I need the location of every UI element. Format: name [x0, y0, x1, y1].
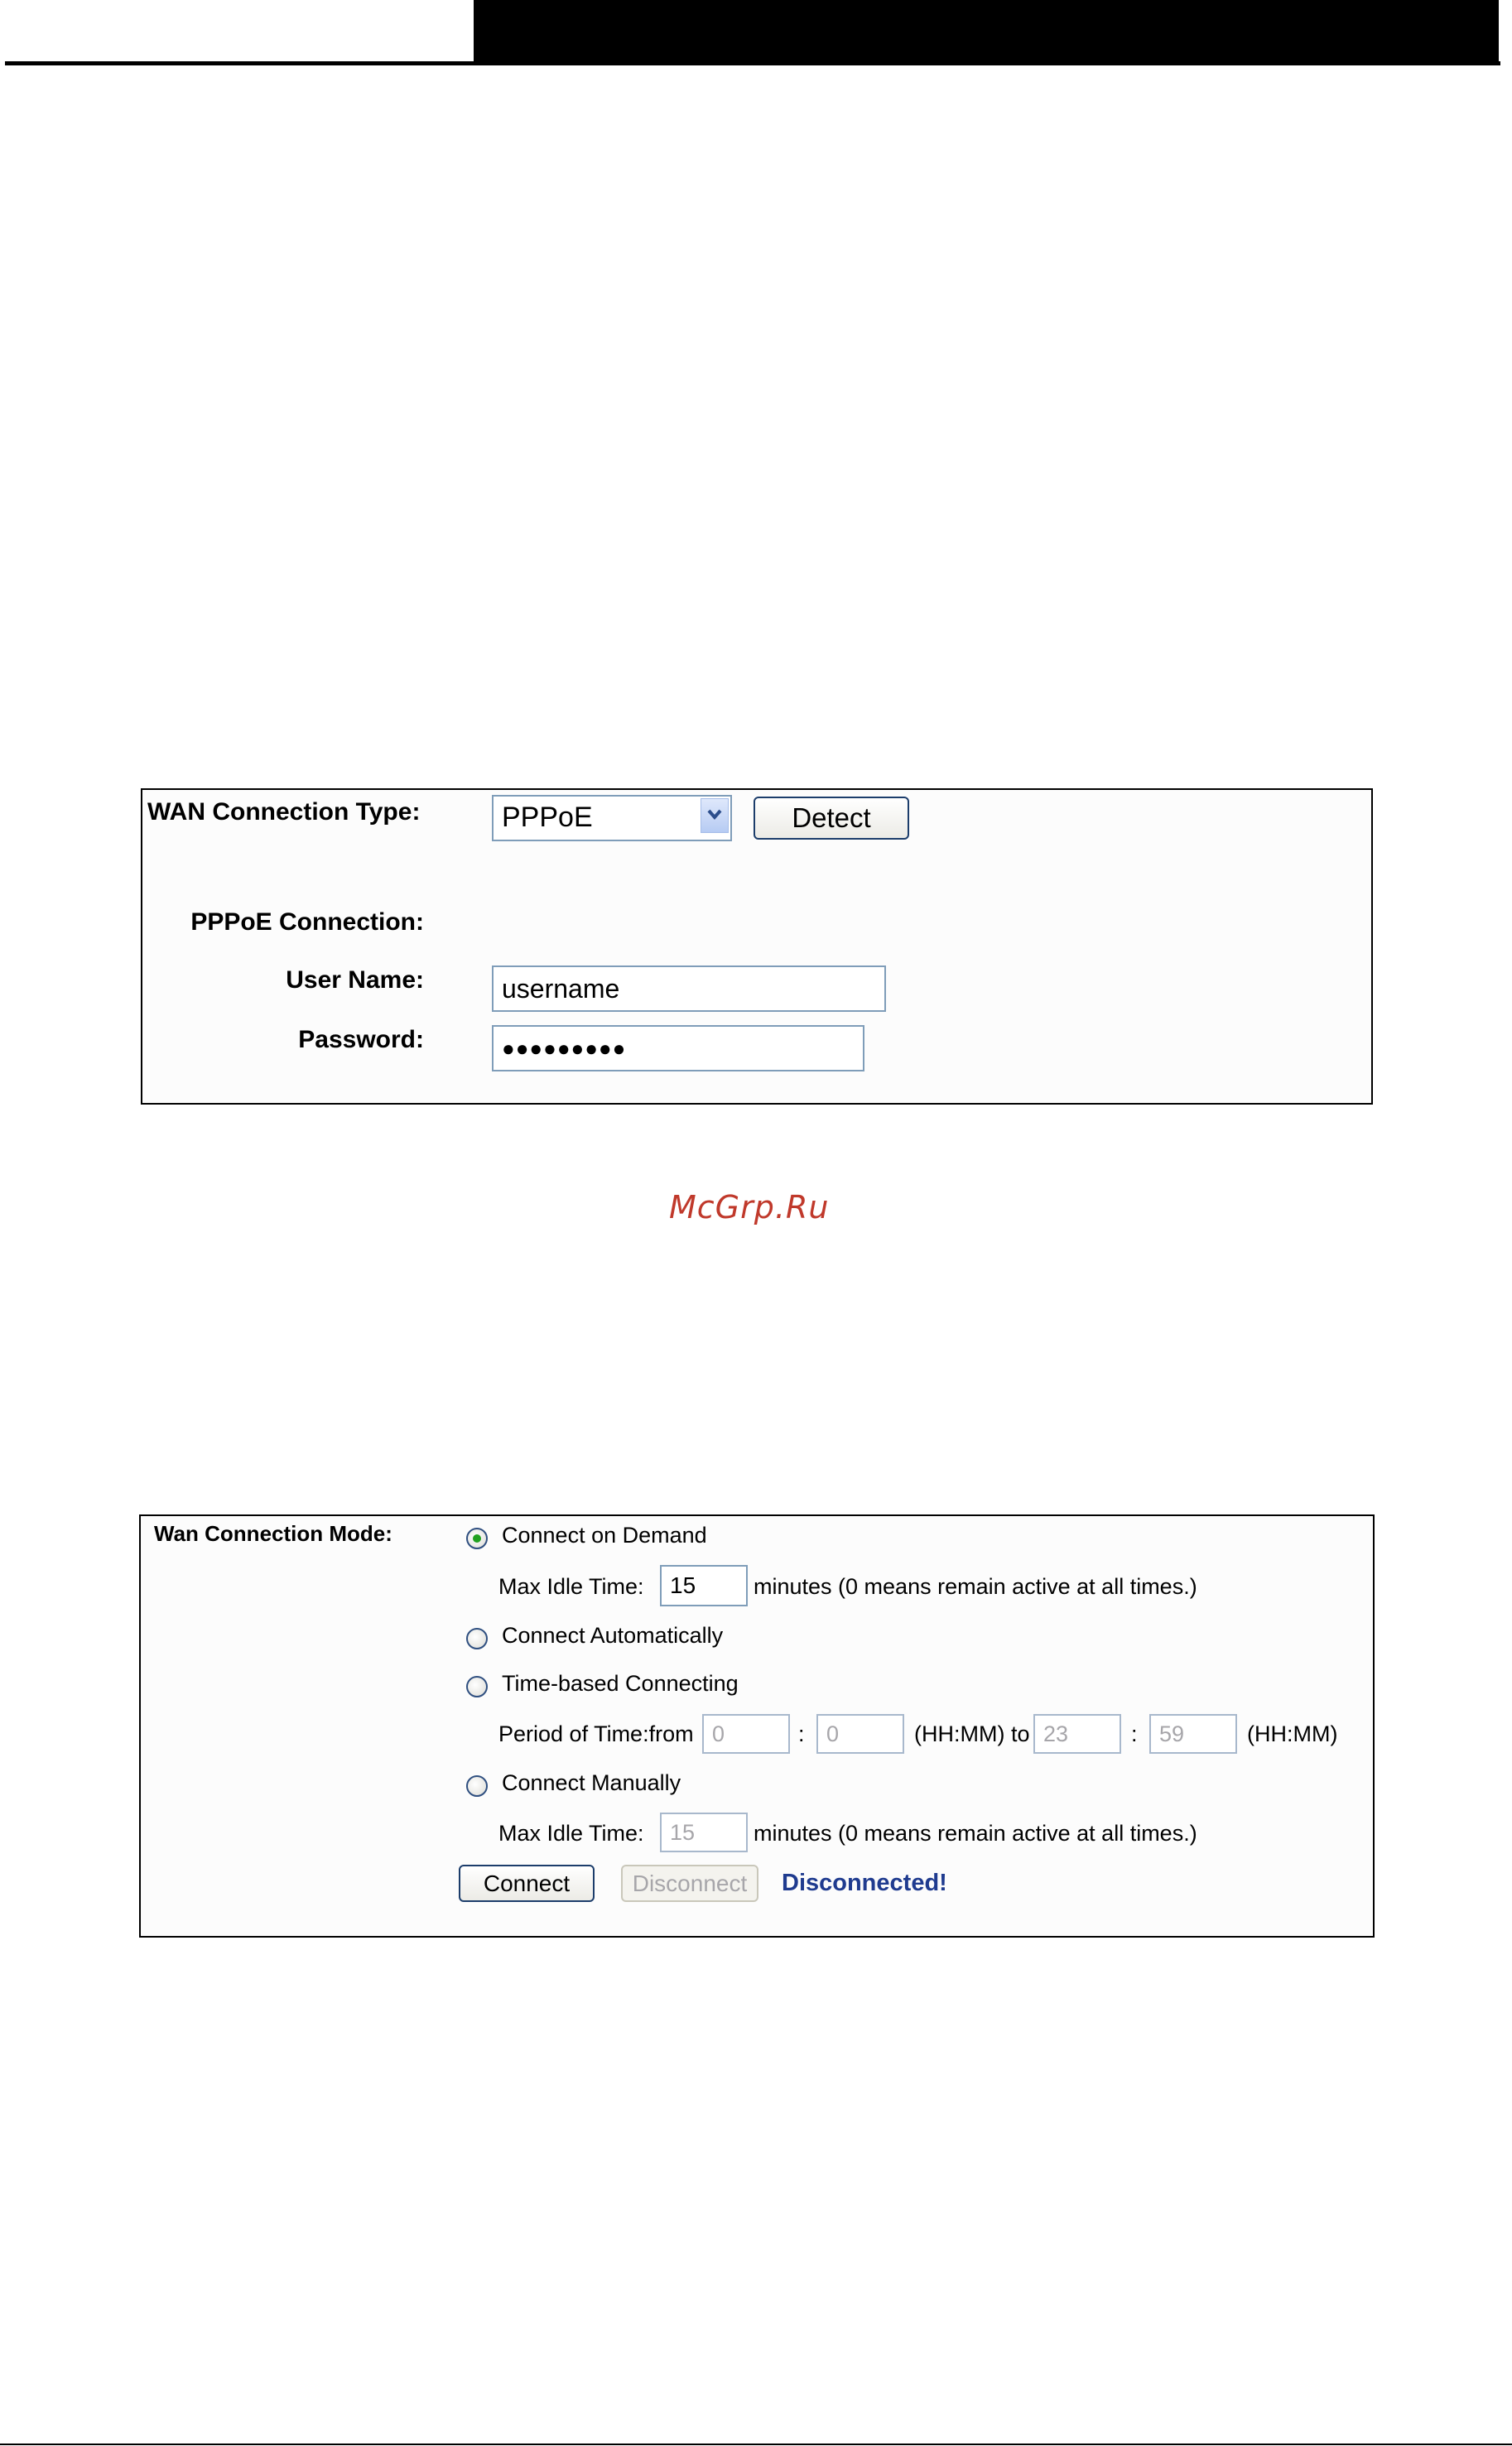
to-hour-input[interactable]: 23: [1033, 1714, 1121, 1754]
connect-manually-radio[interactable]: [466, 1775, 488, 1797]
manual-max-idle-time-note: minutes (0 means remain active at all times.): [754, 1821, 1197, 1846]
user-name-label: User Name:: [286, 966, 424, 994]
hhmm-label: (HH:MM): [1247, 1721, 1338, 1746]
from-minute-input[interactable]: 0: [816, 1714, 904, 1754]
from-time-separator: :: [798, 1721, 805, 1746]
watermark-text: McGrp.Ru: [669, 1189, 830, 1225]
connect-automatically-label: Connect Automatically: [502, 1623, 724, 1648]
user-name-input[interactable]: username: [492, 965, 886, 1012]
password-input[interactable]: ●●●●●●●●●: [492, 1025, 864, 1071]
connection-status-text: Disconnected!: [782, 1870, 947, 1896]
to-minute-input[interactable]: 59: [1149, 1714, 1237, 1754]
password-label: Password:: [298, 1026, 424, 1053]
wan-connection-type-select[interactable]: [492, 795, 732, 841]
time-based-connecting-radio[interactable]: [466, 1676, 488, 1697]
wan-connection-type-value: PPPoE: [502, 802, 593, 833]
to-time-separator: :: [1131, 1721, 1138, 1746]
page-footer-rule: [0, 2444, 1512, 2445]
disconnect-button[interactable]: Disconnect: [621, 1865, 758, 1902]
connect-on-demand-label: Connect on Demand: [502, 1523, 707, 1548]
wan-connection-type-label: WAN Connection Type:: [147, 798, 421, 826]
from-hour-input[interactable]: 0: [702, 1714, 790, 1754]
time-based-connecting-label: Time-based Connecting: [502, 1671, 739, 1696]
wan-connection-mode-panel: [139, 1514, 1375, 1938]
page-header-bar: [474, 0, 1499, 61]
max-idle-time-label: Max Idle Time:: [498, 1574, 644, 1599]
connect-button[interactable]: Connect: [459, 1865, 595, 1902]
connect-manually-label: Connect Manually: [502, 1770, 681, 1795]
manual-max-idle-time-input[interactable]: 15: [660, 1813, 748, 1852]
wan-connection-type-panel: [141, 788, 1373, 1105]
max-idle-time-note: minutes (0 means remain active at all times.): [754, 1574, 1197, 1599]
connect-on-demand-radio[interactable]: [466, 1528, 488, 1549]
pppoe-connection-label: PPPoE Connection:: [190, 908, 424, 936]
hhmm-to-label: (HH:MM) to: [914, 1721, 1030, 1746]
period-of-time-label: Period of Time:from: [498, 1721, 694, 1746]
detect-button[interactable]: Detect: [754, 797, 909, 840]
manual-max-idle-time-label: Max Idle Time:: [498, 1821, 644, 1846]
chevron-down-icon[interactable]: [701, 798, 729, 833]
max-idle-time-input[interactable]: 15: [660, 1565, 748, 1606]
connect-automatically-radio[interactable]: [466, 1628, 488, 1649]
wan-connection-mode-label: Wan Connection Mode:: [154, 1521, 392, 1546]
page-header-rule: [5, 61, 1500, 65]
